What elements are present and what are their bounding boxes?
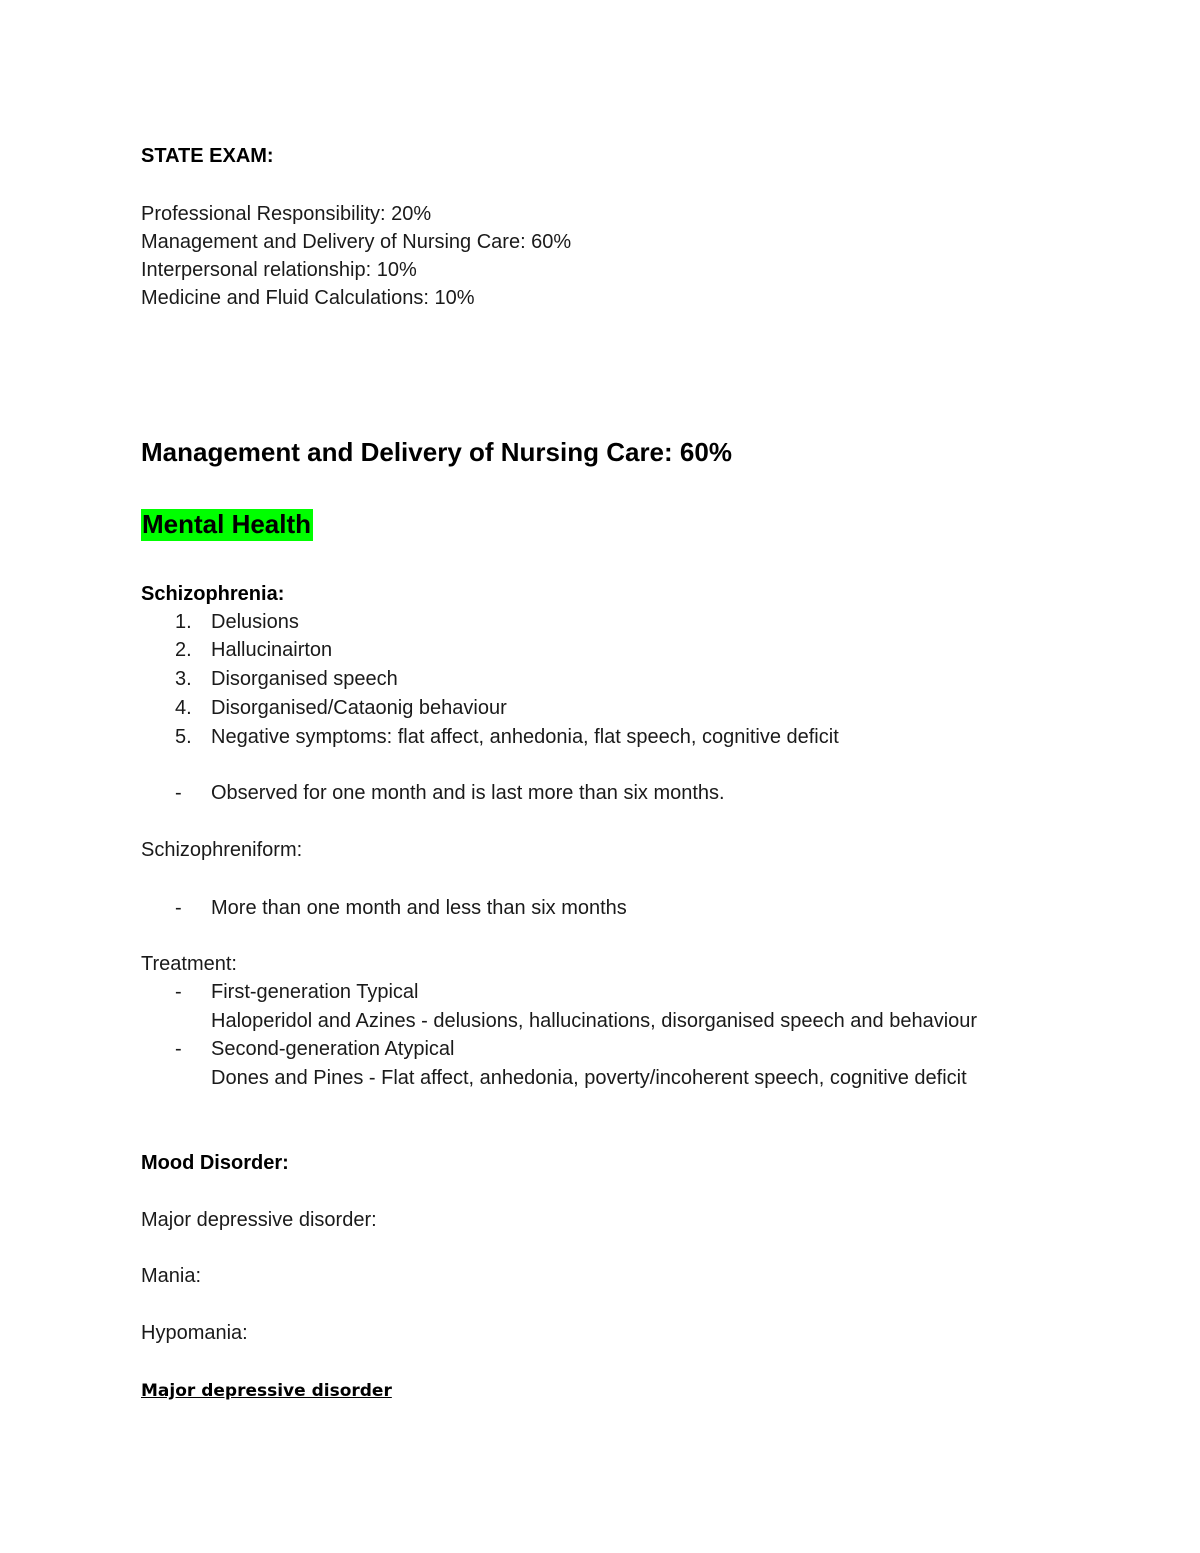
treatment-title: Second-generation Atypical — [211, 1038, 455, 1060]
mood-disorder-heading: Mood Disorder: — [141, 1152, 289, 1174]
weighting-line: Professional Responsibility: 20% — [141, 203, 432, 225]
list-item: Disorganised speech — [211, 668, 398, 690]
mood-line: Major depressive disorder: — [141, 1209, 377, 1231]
mood-line: Mania: — [141, 1265, 202, 1287]
weighting-line: Management and Delivery of Nursing Care: 60% — [141, 231, 572, 253]
bullet-dash: - — [175, 782, 182, 804]
list-number: 4. — [175, 697, 192, 719]
treatment-title: First-generation Typical — [211, 981, 419, 1003]
list-item: Hallucinairton — [211, 639, 333, 661]
mental-health-highlight: Mental Health — [142, 509, 312, 539]
list-number: 3. — [175, 668, 192, 690]
list-number: 1. — [175, 611, 192, 633]
weighting-line: Interpersonal relationship: 10% — [141, 259, 417, 281]
state-exam-heading: STATE EXAM: — [141, 145, 274, 167]
bullet-text: Observed for one month and is last more than six months. — [211, 782, 725, 804]
list-item: Negative symptoms: flat affect, anhedonia, flat speech, cognitive deficit — [211, 726, 839, 748]
schizophrenia-heading: Schizophrenia: — [141, 583, 285, 605]
list-number: 2. — [175, 639, 192, 661]
mental-health-heading — [141, 508, 313, 540]
treatment-heading: Treatment: — [141, 953, 237, 975]
weighting-line: Medicine and Fluid Calculations: 10% — [141, 287, 475, 309]
bullet-dash: - — [175, 897, 182, 919]
list-number: 5. — [175, 726, 192, 748]
treatment-detail: Haloperidol and Azines - delusions, hallucinations, disorganised speech and behaviour — [211, 1010, 978, 1032]
mood-line: Hypomania: — [141, 1322, 248, 1344]
bullet-text: More than one month and less than six months — [211, 897, 627, 919]
major-depressive-subheading: Major depressive disorder — [141, 1381, 392, 1401]
section-title: Management and Delivery of Nursing Care: 60% — [141, 437, 732, 467]
bullet-dash: - — [175, 1038, 182, 1060]
treatment-detail: Dones and Pines - Flat affect, anhedonia, poverty/incoherent speech, cognitive deficit — [211, 1067, 967, 1089]
bullet-dash: - — [175, 981, 182, 1003]
list-item: Disorganised/Cataonig behaviour — [211, 697, 507, 719]
schizophreniform-heading: Schizophreniform: — [141, 839, 303, 861]
list-item: Delusions — [211, 611, 299, 633]
